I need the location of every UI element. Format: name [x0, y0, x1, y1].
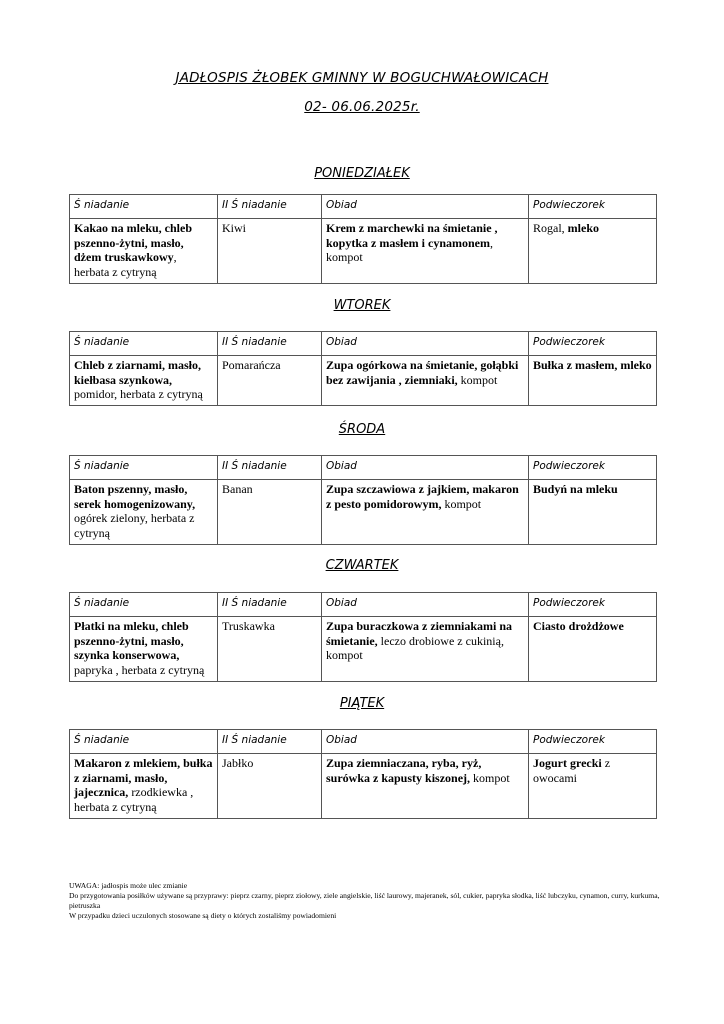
menu-item-text: Pomarańcza	[222, 358, 281, 372]
menu-item-text: leczo drobiowe z cukinią, kompot	[326, 633, 504, 662]
table-header-row	[70, 195, 657, 219]
table-header-row	[70, 332, 657, 356]
second-breakfast-cell	[218, 356, 322, 406]
menu-item-bold-text: Zupa ziemniaczana, ryba, ryż, surówka z kapusty kiszonej,	[326, 756, 482, 785]
col-header-breakfast: Ś niadanie	[70, 730, 218, 754]
snack-cell	[529, 356, 657, 406]
table-row	[70, 356, 657, 406]
menu-item-bold-text: Ciasto drożdżowe	[533, 619, 624, 633]
col-header-snack: Podwieczorek	[529, 332, 657, 356]
day-title-tuesday: WTOREK	[333, 298, 391, 313]
lunch-cell	[322, 754, 529, 819]
snack-cell	[529, 617, 657, 682]
menu-item-text: Truskawka	[222, 619, 275, 633]
col-header-breakfast: Ś niadanie	[70, 195, 218, 219]
footer-note-change: UWAGA: jadłospis może ulec zmianie	[69, 881, 188, 890]
col-header-lunch: Obiad	[322, 195, 529, 219]
table-row	[70, 754, 657, 819]
menu-item-bold-text: Makaron z mlekiem, bułka z ziarnami, masło, jajecznica,	[74, 756, 213, 799]
lunch-cell	[322, 617, 529, 682]
menu-item-text: kompot	[457, 372, 498, 387]
col-header-breakfast: Ś niadanie	[70, 593, 218, 617]
day-title-monday: PONIEDZIAŁEK	[314, 166, 410, 181]
menu-item-text: Banan	[222, 482, 253, 496]
breakfast-cell	[70, 480, 218, 545]
menu-table-monday	[69, 194, 657, 284]
second-breakfast-cell	[218, 617, 322, 682]
breakfast-cell	[70, 219, 218, 284]
lunch-cell	[322, 219, 529, 284]
menu-item-text: , kompot	[326, 235, 493, 264]
col-header-lunch: Obiad	[322, 593, 529, 617]
menu-item-bold-text: Krem z marchewki na śmietanie , kopytka z masłem i cynamonem	[326, 221, 498, 250]
menu-dates: 02- 06.06.2025r.	[304, 99, 420, 115]
table-header-row	[70, 730, 657, 754]
menu-table-wednesday	[69, 455, 657, 545]
col-header-second-breakfast: II Ś niadanie	[218, 332, 322, 356]
table-row	[70, 219, 657, 284]
menu-item-text: , herbata z cytryną	[74, 250, 177, 279]
breakfast-cell	[70, 356, 218, 406]
day-title-thursday: CZWARTEK	[325, 558, 399, 573]
menu-item-text: Rogal,	[533, 221, 568, 235]
menu-item-bold-text: Budyń na mleku	[533, 482, 618, 496]
col-header-snack: Podwieczorek	[529, 593, 657, 617]
menu-item-text: pomidor, herbata z cytryną	[74, 387, 203, 401]
menu-item-bold-text: Bułka z masłem, mleko	[533, 358, 652, 372]
menu-item-bold-text: Zupa buraczkowa z ziemniakami na śmietanie,	[326, 619, 513, 648]
footer-note-spices: Do przygotowania posiłków używane są przyprawy: pieprz czarny, pieprz ziołowy, ziele angielskie, liść laurowy, majeranek, sól, cukier, papryka słodka, liść lubczyku, cynamon, curry, kurkuma, pietruszka	[69, 891, 660, 910]
menu-item-bold-text: Jogurt grecki	[533, 756, 602, 770]
col-header-second-breakfast: II Ś niadanie	[218, 456, 322, 480]
col-header-snack: Podwieczorek	[529, 456, 657, 480]
menu-item-text: rzodkiewka , herbata z cytryną	[74, 785, 194, 814]
menu-title: JADŁOSPIS ŻŁOBEK GMINNY W BOGUCHWAŁOWICACH	[175, 70, 549, 86]
menu-item-text: Jabłko	[222, 756, 254, 770]
menu-item-bold-text: Płatki na mleku, chleb pszenno-żytni, masło, szynka konserwowa,	[74, 619, 189, 662]
second-breakfast-cell	[218, 480, 322, 545]
footer-note-diets: W przypadku dzieci uczulonych stosowane są diety o których zostaliśmy powiadomieni	[69, 911, 337, 920]
col-header-lunch: Obiad	[322, 730, 529, 754]
col-header-breakfast: Ś niadanie	[70, 332, 218, 356]
day-title-friday: PIĄTEK	[339, 696, 385, 711]
footer-notes	[69, 881, 669, 921]
breakfast-cell	[70, 617, 218, 682]
col-header-second-breakfast: II Ś niadanie	[218, 593, 322, 617]
menu-table-thursday	[69, 592, 657, 682]
snack-cell	[529, 219, 657, 284]
menu-table-tuesday	[69, 331, 657, 406]
menu-item-bold-text: Zupa ogórkowa na śmietanie, gołąbki bez zawijania , ziemniaki,	[326, 358, 519, 387]
menu-item-bold-text: mleko	[567, 221, 600, 235]
snack-cell	[529, 754, 657, 819]
col-header-breakfast: Ś niadanie	[70, 456, 218, 480]
menu-item-text: kompot	[441, 496, 482, 511]
day-title-wednesday: ŚRODA	[338, 422, 386, 437]
menu-item-text: Kiwi	[222, 221, 246, 235]
col-header-snack: Podwieczorek	[529, 195, 657, 219]
col-header-snack: Podwieczorek	[529, 730, 657, 754]
lunch-cell	[322, 480, 529, 545]
col-header-second-breakfast: II Ś niadanie	[218, 195, 322, 219]
breakfast-cell	[70, 754, 218, 819]
menu-item-text: papryka , herbata z cytryną	[74, 662, 205, 677]
menu-item-bold-text: Zupa szczawiowa z jajkiem, makaron z pesto pomidorowym,	[326, 482, 519, 511]
snack-cell	[529, 480, 657, 545]
lunch-cell	[322, 356, 529, 406]
menu-item-text: kompot	[470, 770, 510, 785]
col-header-lunch: Obiad	[322, 456, 529, 480]
menu-item-bold-text: Kakao na mleku, chleb pszenno-żytni, masło, dżem truskawkowy	[74, 221, 193, 264]
table-row	[70, 480, 657, 545]
table-header-row	[70, 593, 657, 617]
second-breakfast-cell	[218, 754, 322, 819]
col-header-second-breakfast: II Ś niadanie	[218, 730, 322, 754]
second-breakfast-cell	[218, 219, 322, 284]
menu-item-bold-text: Chleb z ziarnami, masło, kiełbasa szynkowa,	[74, 358, 201, 387]
table-row	[70, 617, 657, 682]
menu-item-bold-text: Baton pszenny, masło, serek homogenizowany,	[74, 482, 196, 511]
menu-item-text: z owocami	[533, 756, 611, 785]
menu-item-text: ogórek zielony, herbata z cytryną	[74, 511, 195, 540]
table-header-row	[70, 456, 657, 480]
menu-table-friday	[69, 729, 657, 819]
col-header-lunch: Obiad	[322, 332, 529, 356]
